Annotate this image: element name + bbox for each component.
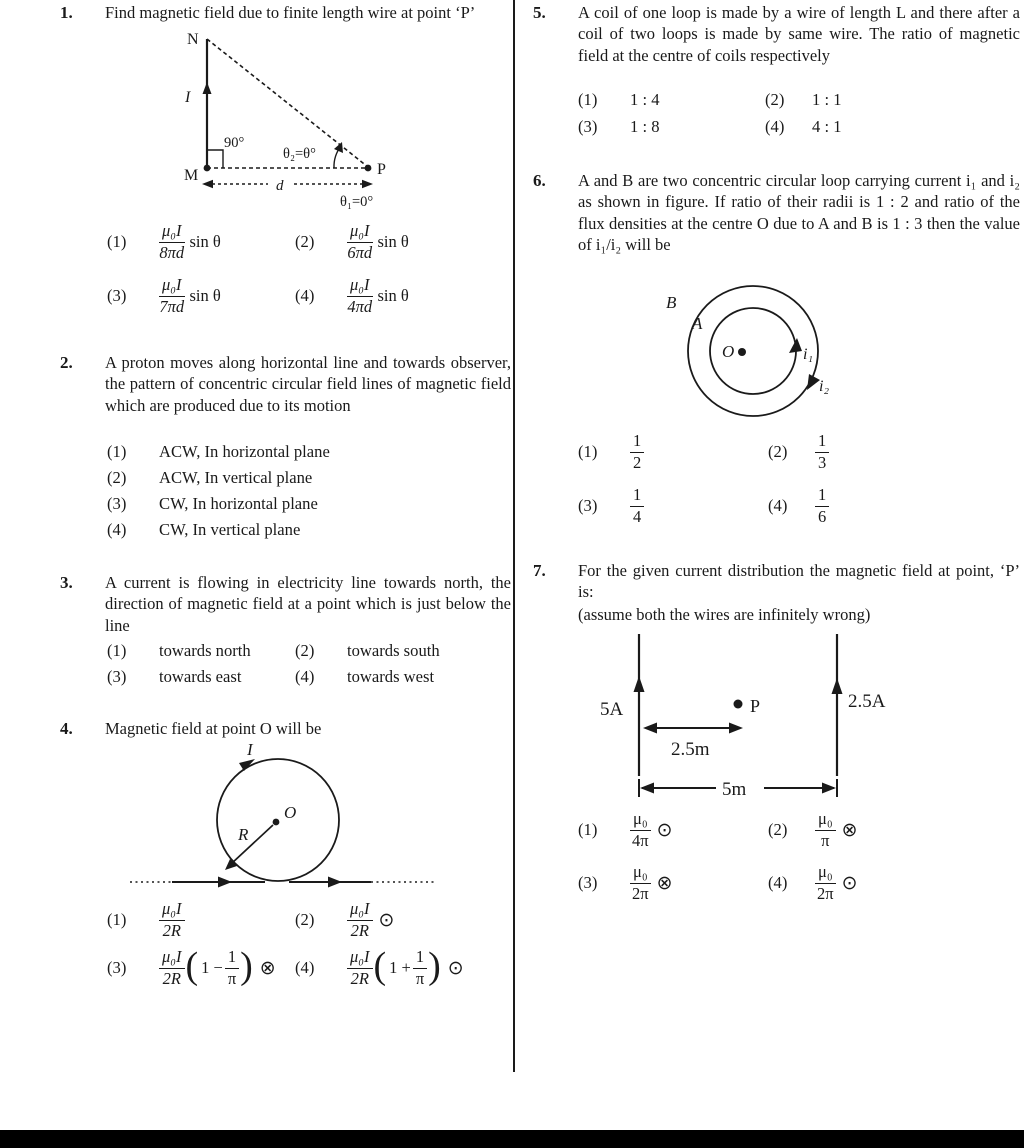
paren-pre: 1 −	[201, 958, 223, 978]
option-label: (4)	[295, 286, 315, 306]
field-direction-symbol: ⊗	[656, 872, 673, 895]
q1-fig-label-p: P	[377, 161, 386, 178]
q4-fig-label-r: R	[238, 825, 249, 844]
option-text: 4 : 1	[812, 117, 842, 136]
option-formula: $\frac{\text{μ₀I}}{2R}$	[347, 900, 373, 941]
q1-fig-theta1: θ₁=0°	[340, 194, 374, 210]
option-label: (3)	[107, 667, 127, 686]
q5-option-2	[765, 90, 842, 110]
q3-number: 3.	[60, 573, 73, 592]
option-text: ACW, In vertical plane	[159, 468, 313, 487]
option-formula: $\frac{\text{μ₀I}}{2R}$	[159, 900, 185, 941]
q5-text: A coil of one loop is made by a wire of length L and there after a coil of two loops is made by same wire. The ratio of magnetic field at the centre of coils respectively	[578, 3, 1020, 65]
option-label: (4)	[107, 520, 127, 539]
q4-option-4	[295, 945, 464, 989]
q7-figure	[558, 626, 908, 808]
inner-fraction: $\frac{1}{\pi}$	[225, 948, 239, 989]
q1-option-1	[107, 222, 221, 263]
q5-option-1	[578, 90, 660, 110]
option-formula: $\frac{\text{μ₀}}{\pi}$	[815, 810, 836, 851]
option-text: towards west	[347, 667, 435, 686]
q7-option-2	[768, 810, 858, 851]
field-direction-symbol: ⊙	[447, 957, 464, 980]
q7-fig-right-current: 2.5A	[848, 691, 886, 712]
field-direction-symbol: ⊙	[656, 819, 673, 842]
q1-fig-label-n: N	[187, 31, 199, 48]
option-label: (2)	[295, 910, 315, 930]
q1-option-2	[295, 222, 409, 263]
option-formula: $\frac{1}{4}$	[630, 486, 644, 527]
option-label: (2)	[765, 90, 785, 109]
option-suffix: sin θ	[377, 286, 409, 306]
option-text: 1 : 8	[630, 117, 660, 136]
option-label: (1)	[107, 641, 127, 660]
q7-number: 7.	[533, 561, 546, 580]
q6-option-2	[768, 432, 829, 473]
option-label: (3)	[107, 286, 127, 306]
q6-fig-label-o: O	[722, 342, 735, 361]
q1-fig-angle-right: 90°	[224, 135, 245, 151]
option-text: towards north	[159, 641, 251, 660]
option-formula: $\frac{\text{μ₀I}}{4\pi d}$	[347, 275, 373, 317]
q6-fig-label-a: A	[692, 314, 703, 333]
paren-pre: 1 +	[389, 958, 411, 978]
paren-close: )	[428, 945, 441, 988]
q1-option-4	[295, 276, 409, 317]
option-formula: $\frac{\text{μ₀I}}{8\pi d}$	[159, 221, 185, 263]
q2-option-4	[107, 520, 300, 540]
option-label: (4)	[768, 873, 788, 893]
q7-fig-point-p: P	[750, 696, 761, 716]
q7-fig-left-current: 5A	[600, 699, 624, 720]
option-formula: $\frac{\text{μ₀I}}{7\pi d}$	[159, 275, 185, 317]
option-label: (3)	[578, 873, 598, 893]
column-divider	[513, 0, 515, 1072]
option-label: (1)	[107, 442, 127, 461]
q1-text: Find magnetic field due to finite length wire at point ‘P’	[105, 3, 476, 22]
field-direction-symbol: ⊗	[841, 819, 858, 842]
q6-text: A and B are two concentric circular loop carrying current i₁ and i₂ as shown in figure. If ratio of their radii is 1 : 2 and ratio of the flux densities at the centre O due to A and B is 1 : 3 then the value of i₁/i₂ will be	[578, 171, 1020, 254]
q6-number: 6.	[533, 171, 546, 190]
q5-number: 5.	[533, 3, 546, 22]
q7-option-1	[578, 810, 673, 851]
q4-option-1	[107, 900, 185, 941]
q3-option-2	[295, 641, 440, 661]
option-formula: $\frac{1}{6}$	[815, 486, 829, 527]
q2-option-2	[107, 468, 312, 488]
option-suffix: sin θ	[189, 232, 221, 252]
q6-fig-label-i1: i₁	[803, 346, 814, 363]
field-direction-symbol: ⊗	[259, 957, 276, 980]
option-text: 1 : 1	[812, 90, 842, 109]
q3-option-1	[107, 641, 251, 661]
option-text: CW, In horizontal plane	[159, 494, 318, 513]
q3-option-4	[295, 667, 434, 687]
q1-fig-label-i: I	[185, 89, 191, 106]
option-text: CW, In vertical plane	[159, 520, 301, 539]
option-label: (1)	[107, 910, 127, 930]
q6-fig-label-b: B	[666, 293, 677, 312]
option-label: (2)	[295, 641, 315, 660]
q2-option-3	[107, 494, 318, 514]
q7-option-3	[578, 863, 673, 904]
option-suffix: sin θ	[189, 286, 221, 306]
q2-option-1	[107, 442, 330, 462]
option-label: (3)	[578, 496, 598, 516]
q1-figure	[168, 26, 428, 216]
q4-fig-label-o: O	[284, 803, 297, 822]
option-label: (4)	[295, 667, 315, 686]
option-text: ACW, In horizontal plane	[159, 442, 330, 461]
option-formula: $\frac{\text{μ₀I}}{6\pi d}$	[347, 221, 373, 263]
q1-fig-dist: d	[276, 178, 284, 194]
option-formula: $\frac{1}{3}$	[815, 432, 829, 473]
option-label: (2)	[295, 232, 315, 252]
option-label: (2)	[768, 442, 788, 462]
q4-option-3	[107, 945, 276, 989]
q5-option-3	[578, 117, 660, 137]
q4-text: Magnetic field at point O will be	[105, 719, 322, 738]
field-direction-symbol: ⊙	[378, 909, 395, 932]
option-formula: $\frac{\text{μ₀}}{2\pi}$	[630, 863, 651, 904]
option-text: towards east	[159, 667, 242, 686]
q4-number: 4.	[60, 719, 73, 738]
q3-text: A current is flowing in electricity line towards north, the direction of magnetic field at a point which is just below the line	[105, 573, 511, 635]
option-label: (4)	[768, 496, 788, 516]
q6-figure	[652, 274, 867, 426]
q4-option-2	[295, 900, 394, 941]
q2-number: 2.	[60, 353, 73, 372]
q6-option-3	[578, 486, 644, 527]
q1-option-3	[107, 276, 221, 317]
q1-fig-theta2: θ₂=θ°	[283, 146, 316, 162]
option-label: (2)	[107, 468, 127, 487]
option-label: (4)	[295, 958, 315, 978]
q1-number: 1.	[60, 3, 73, 22]
option-text: towards south	[347, 641, 440, 660]
q2-text: A proton moves along horizontal line and towards observer, the pattern of concentric circular field lines of magnetic field which are produced due to its motion	[105, 353, 511, 415]
option-label: (3)	[578, 117, 598, 136]
paren-close: )	[240, 945, 253, 988]
q5-option-4	[765, 117, 842, 137]
q3-option-3	[107, 667, 241, 687]
option-formula: $\frac{1}{2}$	[630, 432, 644, 473]
q4-fig-label-i: I	[247, 740, 253, 759]
q7-fig-dist1: 2.5m	[671, 739, 710, 760]
option-formula: $\frac{\text{μ₀I}}{2R}$	[159, 948, 185, 989]
option-label: (3)	[107, 494, 127, 513]
option-formula: $\frac{\text{μ₀}}{2\pi}$	[815, 863, 836, 904]
option-suffix: sin θ	[377, 232, 409, 252]
q7-option-4	[768, 863, 858, 904]
paren-open: (	[373, 945, 387, 988]
option-label: (4)	[765, 117, 785, 136]
option-label: (2)	[768, 820, 788, 840]
q7-text: For the given current distribution the magnetic field at point, ‘P’ is:	[578, 561, 1020, 602]
q6-option-1	[578, 432, 644, 473]
q7-note: (assume both the wires are infinitely wrong)	[578, 605, 871, 624]
paren-open: (	[185, 945, 199, 988]
option-text: 1 : 4	[630, 90, 660, 109]
option-label: (1)	[578, 90, 598, 109]
option-formula: $\frac{\text{μ₀I}}{2R}$	[347, 948, 373, 989]
option-label: (3)	[107, 958, 127, 978]
inner-fraction: $\frac{1}{\pi}$	[413, 948, 427, 989]
q6-fig-label-i2: i₂	[819, 378, 830, 395]
option-label: (1)	[107, 232, 127, 252]
bottom-black-bar	[0, 1130, 1024, 1148]
option-label: (1)	[578, 820, 598, 840]
q1-fig-label-m: M	[184, 167, 199, 184]
field-direction-symbol: ⊙	[841, 872, 858, 895]
q7-fig-dist2: 5m	[722, 779, 747, 800]
q4-figure	[128, 740, 440, 892]
option-formula: $\frac{\text{μ₀}}{4\pi}$	[630, 810, 651, 851]
option-label: (1)	[578, 442, 598, 462]
q6-option-4	[768, 486, 829, 527]
